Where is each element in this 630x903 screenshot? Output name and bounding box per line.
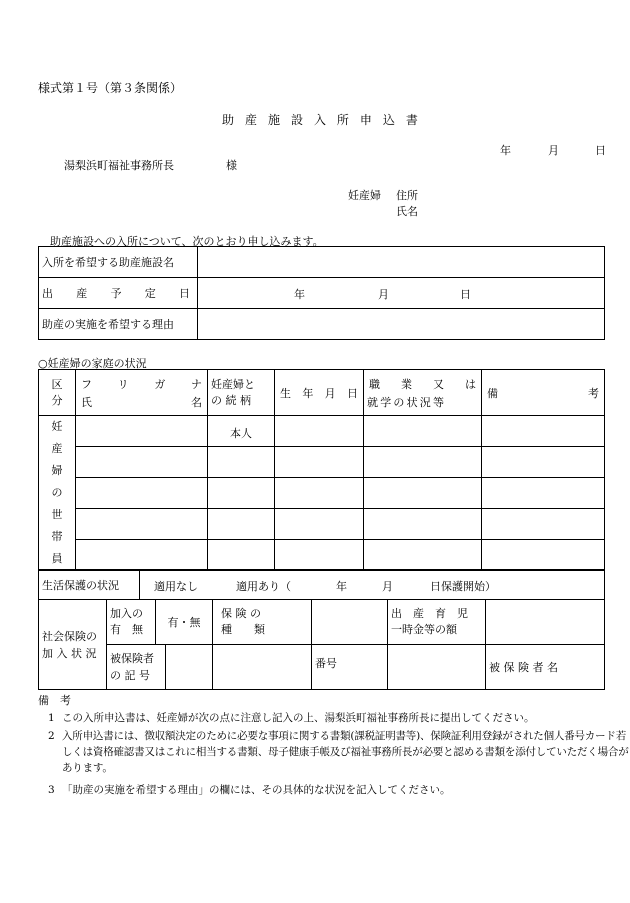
title-char: 産 [244, 113, 257, 127]
remarks-cell[interactable] [482, 509, 605, 540]
remarks-cell[interactable] [482, 447, 605, 478]
header-char: 分 [51, 393, 63, 407]
occupation-cell[interactable] [364, 540, 482, 571]
reason-field[interactable] [198, 309, 605, 340]
note-number: 2 [48, 730, 55, 742]
remarks-cell[interactable] [482, 416, 605, 447]
title-char: 書 [405, 113, 418, 127]
label-char: 定 [144, 287, 156, 300]
header-char: 生 [280, 386, 291, 400]
header-char: 名 [191, 395, 202, 409]
date-year-label: 年 [500, 144, 511, 157]
joined-label-line: 有 無 [110, 623, 143, 636]
header-char: 考 [588, 386, 599, 400]
due-date-label [39, 278, 198, 309]
intro-text: 助産施設への入所について、次のとおり申し込みます。 [50, 235, 324, 248]
joined-label-line: 加入の [110, 607, 143, 620]
label-char: 産 [76, 287, 88, 300]
label-char: 予 [110, 287, 122, 300]
lump-sum-field[interactable] [486, 600, 605, 645]
insured-code-line: の 記 号 [110, 669, 150, 682]
birthday-cell[interactable] [275, 540, 364, 571]
insurance-label-line: 加 入 状 況 [42, 646, 97, 660]
relationship-cell[interactable] [208, 540, 275, 571]
welfare-day-start: 日保護開始） [430, 580, 496, 593]
lump-sum-label [388, 600, 486, 645]
title-char: 入 [313, 113, 326, 127]
member-name-cell[interactable] [76, 478, 208, 509]
header-char: リ [117, 377, 129, 391]
relationship-cell[interactable] [208, 447, 275, 478]
side-char: 帯 [51, 530, 63, 543]
date-month-label: 月 [548, 144, 559, 157]
facility-name-label: 入所を希望する助産施設名 [39, 247, 198, 278]
header-char: 月 [324, 386, 336, 400]
title-char: 施 [267, 113, 280, 127]
header-char: 職 [369, 377, 380, 391]
date-day-label: 日 [595, 144, 606, 157]
insurance-type-line: 種 類 [221, 623, 265, 636]
remarks-cell[interactable] [482, 540, 605, 571]
title-char: 設 [290, 113, 303, 127]
member-name-cell[interactable] [76, 447, 208, 478]
header-char: 区 [51, 377, 63, 391]
header-char: 氏 [81, 395, 92, 409]
occupation-cell[interactable] [364, 447, 482, 478]
title-char: 所 [336, 113, 349, 127]
family-section-title: ○妊産婦の家庭の状況 [38, 357, 147, 370]
number-label: 番号 [312, 645, 388, 690]
facility-name-field[interactable] [198, 247, 605, 278]
insured-code-label [107, 645, 213, 690]
due-day-label: 日 [460, 288, 471, 301]
header-char: 業 [401, 377, 412, 391]
joined-label [107, 600, 156, 645]
header-relationship [208, 370, 275, 416]
birthday-cell[interactable] [275, 416, 364, 447]
welfare-year-label: 年 [336, 580, 347, 593]
reason-label: 助産の実施を希望する理由 [39, 309, 198, 340]
insurance-label-line: 社会保険の [42, 629, 97, 643]
due-month-label: 月 [378, 288, 389, 301]
welfare-month-label: 月 [382, 580, 393, 593]
header-char: 年 [302, 386, 314, 400]
member-name-cell[interactable] [76, 540, 208, 571]
form-number: 様式第１号（第３条関係） [38, 81, 183, 95]
title-char: 申 [359, 113, 372, 127]
welfare-label: 生活保護の状況 [39, 570, 140, 600]
header-char: 日 [346, 386, 358, 400]
notes-title: 備 考 [38, 694, 71, 707]
insurance-type-label [213, 600, 312, 645]
applicant-name-label: 氏名 [396, 205, 418, 218]
insurance-label [39, 600, 107, 690]
title-char: 助 [222, 113, 235, 127]
side-char: 妊 [51, 420, 63, 433]
welfare-table [38, 569, 605, 600]
header-birthday [275, 370, 364, 416]
side-char: 世 [51, 508, 63, 521]
side-char: 員 [51, 552, 63, 565]
header-char: 備 [487, 386, 498, 400]
member-name-cell[interactable] [76, 416, 208, 447]
note-text: 「助産の実施を希望する理由」の欄には、その具体的な状況を記入してください。 [62, 784, 451, 796]
due-date-field[interactable] [198, 278, 605, 309]
household-side-label [39, 416, 76, 571]
relationship-cell: 本人 [208, 416, 275, 447]
side-char: 産 [51, 442, 63, 455]
header-line: 妊産婦と [211, 377, 255, 391]
member-name-cell[interactable] [76, 509, 208, 540]
header-char: フ [81, 377, 92, 391]
birthday-cell[interactable] [275, 478, 364, 509]
header-char: 又 [433, 377, 444, 391]
applicant-role: 妊産婦 [348, 189, 381, 202]
side-char: の [51, 486, 63, 499]
insurance-table [38, 599, 605, 690]
occupation-cell[interactable] [364, 478, 482, 509]
header-line: の 続 柄 [211, 393, 251, 407]
birthday-cell[interactable] [275, 447, 364, 478]
family-table [38, 369, 605, 571]
header-char: ナ [190, 377, 202, 391]
insurance-type-line: 保 険 の [221, 607, 261, 620]
note-text: この入所申込書は、妊産婦が次の点に注意し記入の上、湯梨浜町福祉事務所長に提出してください。 [62, 712, 535, 724]
occupation-cell[interactable] [364, 416, 482, 447]
relationship-cell[interactable] [208, 509, 275, 540]
note-item [38, 728, 630, 776]
insured-code-field[interactable] [213, 645, 312, 690]
header-remarks [482, 370, 605, 416]
header-kubun [39, 370, 76, 416]
applicant-address-label: 住所 [396, 189, 418, 202]
lump-sum-line: 出 産 育 児 [391, 607, 468, 620]
insurance-type-field[interactable] [312, 600, 388, 645]
facility-table [38, 246, 605, 340]
header-char: は [465, 377, 476, 391]
note-number: 3 [48, 784, 55, 796]
header-occupation [364, 370, 482, 416]
birthday-cell[interactable] [275, 509, 364, 540]
note-number: 1 [48, 712, 55, 724]
relationship-cell[interactable] [208, 478, 275, 509]
side-char: 婦 [51, 464, 63, 477]
occupation-cell[interactable] [364, 509, 482, 540]
note-text: 入所申込書には、徴収額決定のために必要な事項に関する書類(課税証明書等)、保険証利用登録がされた個人番号カード若しくは資格確認書又はこれに相当する書類、母子健康手帳及び福祉事務所長が必要と認める書類を添付していただく場合があります。 [62, 730, 629, 774]
addressee-honorific: 様 [226, 159, 237, 172]
insured-name-label: 被 保 険 者 名 [486, 645, 605, 690]
number-field[interactable] [388, 645, 486, 690]
note-item [38, 782, 608, 798]
remarks-cell[interactable] [482, 478, 605, 509]
header-furigana-name [76, 370, 208, 416]
welfare-not-applied[interactable]: 適用なし [154, 580, 198, 593]
document-title [222, 111, 418, 128]
insured-code-line: 被保険者 [110, 652, 154, 665]
label-char: 日 [179, 287, 190, 300]
due-year-label: 年 [294, 288, 305, 301]
header-char: ガ [154, 377, 166, 391]
lump-sum-line: 一時金等の額 [391, 623, 457, 636]
label-char: 出 [42, 287, 53, 300]
addressee-name: 湯梨浜町福祉事務所長 [64, 159, 174, 172]
header-line: 就学の状況等 [367, 395, 447, 409]
title-char: 込 [382, 113, 395, 127]
note-item [38, 710, 608, 726]
welfare-status[interactable] [140, 570, 605, 600]
joined-yes-no[interactable]: 有・無 [156, 600, 213, 645]
welfare-applied[interactable]: 適用あり（ [236, 580, 291, 593]
